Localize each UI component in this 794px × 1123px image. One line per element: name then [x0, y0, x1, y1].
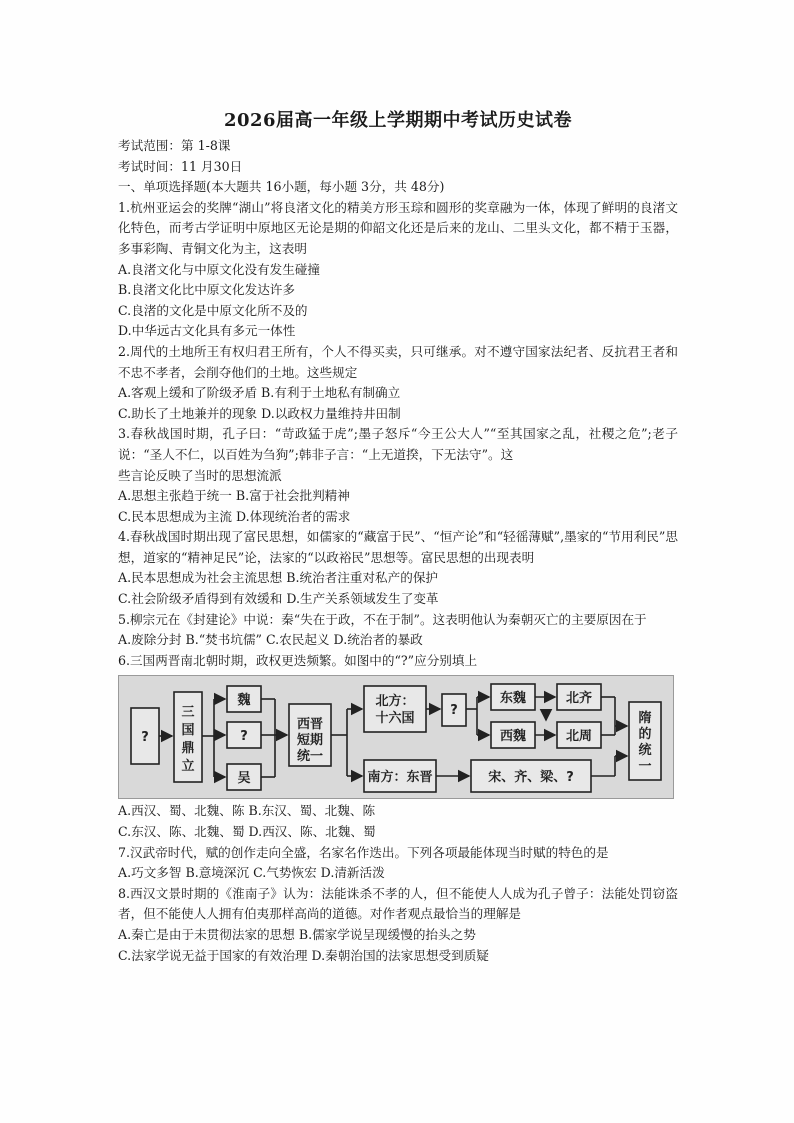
label-unknown-2: ? — [240, 729, 248, 745]
label-sanguo: 三国鼎立 — [181, 705, 195, 775]
exam-range: 考试范围：第 1-8课 — [118, 138, 231, 153]
exam-title: 2026届高一年级上学期期中考试历史试卷 — [223, 110, 573, 131]
question-4-options-ab: A.民本思想成为社会主流思想 B.统治者注重对私产的保护 — [118, 570, 439, 586]
question-8-stem: 8.西汉文景时期的《淮南子》认为：法能诛杀不孝的人，但不能使人人成为孔子曾子：法能处罚窃盗者，但不能使人人拥有伯夷那样高尚的道德。对作者观点最恰当的理解是 — [118, 885, 678, 922]
question-6-options-cd: C.东汉、陈、北魏、蜀 D.西汉、陈、北魏、蜀 — [118, 824, 376, 840]
question-2-stem: 2.周代的土地所王有权归君王所有，个人不得买卖，只可继承。对不遵守国家法纪者、反抗君王者和不忠不孝者，会削夺他们的土地。这些规定 — [118, 343, 678, 380]
question-7-stem: 7.汉武帝时代，赋的创作走向全盛，名家名作迭出。下列各项最能体现当时赋的特色的是 — [118, 844, 609, 860]
label-unknown-3: ? — [450, 703, 458, 719]
label-unknown-1: ? — [141, 730, 149, 746]
question-3-stem: 3.春秋战国时期，孔子曰：“苛政猛于虎”;墨子怒斥“今王公大人”“至其国家之乱，社稷之危”;老子说：“圣人不仁，以百姓为刍狗”;韩非子言：“上无道揆，下无法守”。这 — [118, 426, 678, 462]
label-beiqi: 北齐 — [565, 691, 593, 707]
question-7-options: A.巧文多智 B.意境深沉 C.气势恢宏 D.清新活泼 — [118, 865, 385, 881]
question-4-stem: 4.春秋战国时期出现了富民思想，如儒家的“藏富于民”、“恒产论”和“轻徭薄赋”,墨家的“节用利民”思想，道家的“精神足民”论，法家的“以政裕民”思想等。富民思想的出现表明 — [118, 529, 678, 565]
question-1-option-d: D.中华远古文化具有多元一体性 — [118, 323, 296, 339]
question-3-stem-continued: 些言论反映了当时的思想流派 — [118, 467, 282, 483]
label-north: 北方：十六国 — [375, 694, 415, 727]
question-1-option-b: B.良渚文化比中原文化发达许多 — [118, 282, 295, 298]
label-xijin: 西晋短期统一 — [296, 717, 324, 765]
question-6-options-ab: A.西汉、蜀、北魏、陈 B.东汉、蜀、北魏、陈 — [118, 803, 376, 819]
question-5-options: A.废除分封 B.“焚书坑儒” C.农民起义 D.统治者的暴政 — [118, 632, 423, 648]
question-8-options-cd: C.法家学说无益于国家的有效治理 D.秦朝治国的法家思想受到质疑 — [118, 947, 489, 963]
label-sui: 隋的统一 — [638, 711, 652, 775]
question-1-stem: 1.杭州亚运会的奖牌“湖山”将良渚文化的精美方形玉琮和圆形的奖章融为一体，体现了鲜明的良渚文化特色，而考古学证明中原地区无论是期的仰韶文化还是后来的龙山、二里头文化，都不精于玉器，多事彩陶、青铜文化为主，这表明 — [118, 199, 678, 256]
question-2-options-cd: C.助长了土地兼并的现象 D.以政权力量维持井田制 — [118, 405, 401, 421]
question-3-options-cd: C.民本思想成为主流 D.体现统治者的需求 — [118, 508, 351, 524]
label-xiwei: 西魏 — [499, 729, 527, 745]
label-wei: 魏 — [237, 693, 251, 709]
question-6-stem: 6.三国两晋南北朝时期，政权更迭频繁。如图中的“?”应分别填上 — [118, 652, 478, 668]
question-4-options-cd: C.社会阶级矛盾得到有效缓和 D.生产关系领域发生了变革 — [118, 591, 439, 607]
label-southern-dynasties: 宋、齐、梁、? — [488, 770, 574, 786]
section-heading: 一、单项选择题(本大题共 16小题，每小题 3分，共 48分) — [118, 179, 445, 195]
label-dongwei: 东魏 — [499, 691, 527, 707]
exam-time: 考试时间：11 月30日 — [118, 158, 243, 174]
label-beizhou: 北周 — [565, 729, 593, 745]
question-3-options-ab: A.思想主张趋于统一 B.富于社会批判精神 — [118, 488, 350, 504]
question-1-option-a: A.良渚文化与中原文化没有发生碰撞 — [118, 261, 321, 277]
label-south: 南方：东晋 — [367, 770, 433, 786]
question-2-options-ab: A.客观上缓和了阶级矛盾 B.有利于土地私有制确立 — [118, 385, 401, 401]
question-1-option-c: C.良渚的文化是中原文化所不及的 — [118, 302, 308, 318]
question-5-stem: 5.柳宗元在《封建论》中说：秦“失在于政，不在于制”。这表明他认为秦朝灭亡的主要原因在于 — [118, 611, 647, 627]
question-8-options-ab: A.秦亡是由于未贯彻法家的思想 B.儒家学说呈现缓慢的抬头之势 — [118, 927, 476, 942]
exam-content — [118, 108, 678, 966]
dynasty-flow-svg — [119, 676, 673, 798]
label-wu: 吴 — [237, 771, 251, 787]
dynasty-flow-diagram — [118, 675, 674, 799]
